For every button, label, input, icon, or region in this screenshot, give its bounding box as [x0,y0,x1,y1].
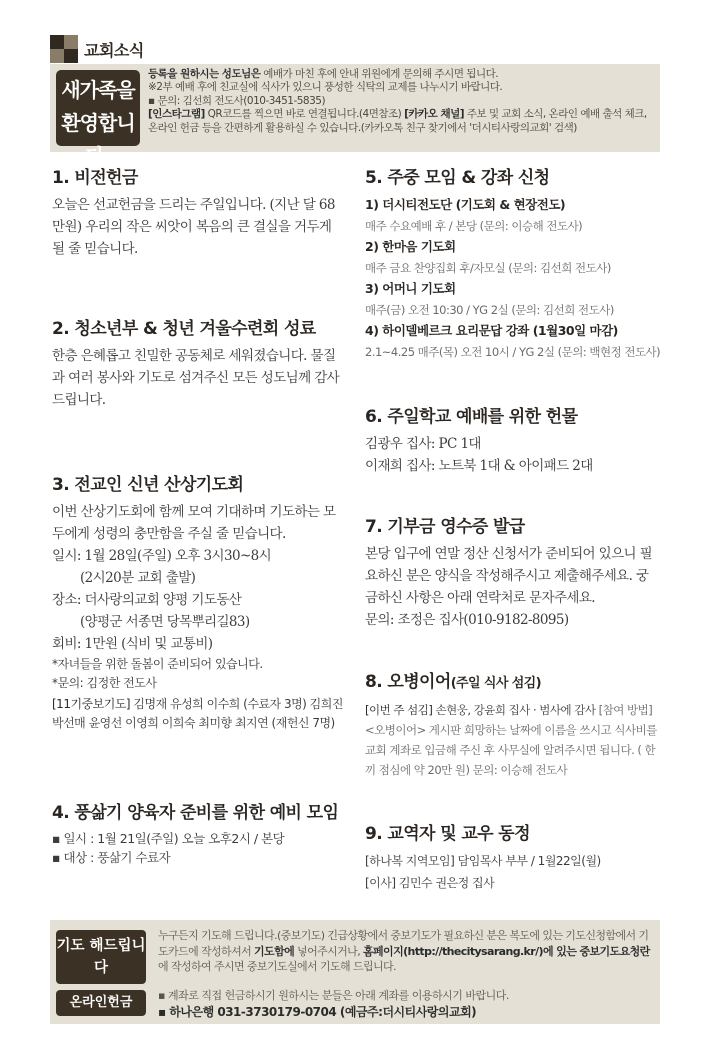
section-title-main: 8. 오병이어 [365,672,451,692]
section-mountain-prayer [52,473,344,733]
meeting-target: ▪ 대상 : 풍삶기 수료자 [52,850,171,865]
five-loaves-names: 손현웅, 강윤희 집사 · 범사에 감사 [432,703,596,717]
section-staff-news [365,822,659,894]
meeting-detail: 매주 금요 찬양집회 후/자모실 (문의: 김선희 전도사) [365,261,611,275]
section-title: 1. 비전헌금 [52,168,138,188]
prayer-address: (양평군 서종면 당목뿌리길83) [80,614,250,630]
meeting-name: 1) 더시티전도단 (기도회 & 현장전도) [365,197,566,212]
section-vision-offering [52,166,342,260]
section-body: 한층 은혜롭고 친밀한 공동체로 세워졌습니다. 물질과 여러 봉사와 기도로 섬겨주신 모든 성도님께 감사드립니다. [52,348,340,408]
homepage-link[interactable]: 홈페이지(http://thecitysarang.kr/)에 있는 중보기도요청란 [363,944,650,958]
section-title-sub: (주일 식사 섬김) [450,676,541,691]
prayer-place: 장소: 더사랑의교회 양평 기도동산 [52,592,242,608]
meeting-detail: 2.1~4.25 매주(목) 오전 10시 / YG 2실 (문의: 백현정 전도사) [365,345,661,359]
prayer-request-text: 누구든지 기도해 드립니다.(중보기도) 긴급상황에서 중보기도가 필요하신 분은 복도에 있는 기도신청함에서 기도카드에 작성하셔서 기도함에 넣어주시거나, 홈페이지(http://thecitysarang.kr/)에 있는 중보기도요청란에 작성하여 주시면 중보기도실에서 기도해 드립니다. [158,929,650,974]
five-loaves-details: [참여 방법] <오병이어> 게시판 희망하는 날짜에 이름을 쓰시고 식사비를 교회 계좌로 입금해 주신 후 사무실에 알려주시면 됩니다. ( 한 끼 점심에 약 20만 원) 문의: 이승해 전도사 [365,703,657,777]
welcome-line1-bold: 등록을 원하시는 성도님은 [148,68,261,80]
header-title: 교회소식 [84,40,144,60]
section-title: 3. 전교인 신년 산상기도회 [52,475,244,495]
prayer-badge: 기도 해드립니다 [56,930,146,984]
prayer-fee: 회비: 1만원 (식비 및 교통비) [52,636,213,652]
section-five-loaves [365,670,659,780]
prayer-intro: 이번 산상기도회에 함께 모여 기대하며 기도하는 모두에게 성령의 충만함을 주실 줄 믿습니다. [52,504,336,542]
section-title [365,670,659,696]
section-title: 7. 기부금 영수증 발급 [365,517,525,537]
intercessory-names: 김명재 유성희 이수희 (수료자 3명) 김희진 박선매 윤영선 이영희 이희숙 최미향 최지연 (재헌신 7명) [52,697,343,730]
gift-line: 이재희 집사: 노트북 1대 & 아이패드 2대 [365,458,593,474]
five-loaves-body [365,700,659,780]
meeting-name: 4) 하이델베르크 요리문답 강좌 (1월30일 마감) [365,323,618,338]
bank-account: ▪ 하나은행 031-3730179-0704 (예금주:더시티사랑의교회) [158,1005,477,1019]
insta-text: QR코드를 찍으면 바로 연결됩니다.(4면참조) [204,108,405,121]
online-offering-text [158,988,656,1020]
welcome-box [50,64,660,168]
welcome-line1: 예배가 마친 후에 안내 위원에게 문의해 주시면 됩니다. [260,68,499,80]
section-title: 2. 청소년부 & 청년 겨울수련회 성료 [52,319,316,339]
section-donation-receipt [365,515,659,631]
section-title: 6. 주일학교 예배를 위한 헌물 [365,407,578,427]
online-offering-note: ▪ 계좌로 직접 헌금하시기 원하시는 분들은 아래 계좌를 이용하시기 바랍니다. [158,989,509,1002]
welcome-badge: 새가족을 환영합니다. [56,70,140,146]
section-preparatory-meeting [52,801,352,867]
section-title: 5. 주중 모임 & 강좌 신청 [365,168,550,188]
meeting-name: 2) 한마음 기도회 [365,239,456,254]
prayer-contact: *문의: 김정한 전도사 [52,676,157,690]
section-sunday-school-gifts [365,405,665,477]
intercessory-list [52,695,344,733]
gift-line: 김광우 집사: PC 1대 [365,436,481,452]
meeting-detail: 매주 수요예배 후 / 본당 (문의: 이승해 전도사) [365,219,583,233]
online-offering-badge: 온라인헌금 [56,990,146,1016]
section-body: 오늘은 선교헌금을 드리는 주일입니다. (지난 달 68만원) 우리의 작은 씨앗이 복음의 큰 결실을 거두게 될 줄 믿습니다. [52,197,335,257]
section-header [50,34,144,64]
section-body: 본당 입구에 연말 정산 신청서가 준비되어 있으니 필요하신 분은 양식을 작성해주시고 제출해주세요. 궁금하신 사항은 아래 연락처로 문자주세요. [365,546,653,606]
five-loaves-tag: [이번 주 섬김] [365,703,433,717]
header-logo-icon [50,35,78,63]
section-weekday-meetings [365,166,665,362]
news-line: [이사] 김민수 권은정 집사 [365,876,495,890]
welcome-contact: ▪ 문의: 김선희 전도사(010-3451-5835) [148,94,326,107]
kakao-label: [카카오 채널] [404,108,465,121]
news-line: [하나복 지역모임] 담임목사 부부 / 1월22일(월) [365,854,601,868]
welcome-text [148,68,654,135]
intercessory-tag: [11기중보기도] [52,697,131,711]
meeting-detail: 매주(금) 오전 10:30 / YG 2실 (문의: 김선희 전도사) [365,303,614,317]
section-title: 9. 교역자 및 교우 동정 [365,824,530,844]
section-title: 4. 풍삶기 양육자 준비를 위한 예비 모임 [52,803,339,823]
section-winter-retreat [52,317,342,411]
prayer-departure: (2시20분 교회 출발) [80,570,196,586]
welcome-line2: ※2부 예배 후에 친교실에 식사가 있으니 풍성한 식탁의 교제를 나누시기 바랍니다. [148,81,503,94]
kakao-text: 주보 및 교회 소식, 온라인 예배 출석 체크, 온라인 헌금 등을 간편하게 활용하실 수 있습니다.(카카오톡 친구 찾기에서 '더시티사랑의교회' 검색) [148,108,647,134]
meeting-date: ▪ 일시 : 1월 21일(주일) 오늘 오후2시 / 본당 [52,831,285,846]
footer-box [50,920,660,1024]
insta-label: [인스타그램] [148,108,205,121]
prayer-date: 일시: 1월 28일(주일) 오후 3시30~8시 [52,548,272,564]
prayer-care: *자녀들을 위한 돌봄이 준비되어 있습니다. [52,657,263,671]
meeting-name: 3) 어머니 기도회 [365,281,456,296]
receipt-contact: 문의: 조정은 집사(010-9182-8095) [365,612,569,628]
